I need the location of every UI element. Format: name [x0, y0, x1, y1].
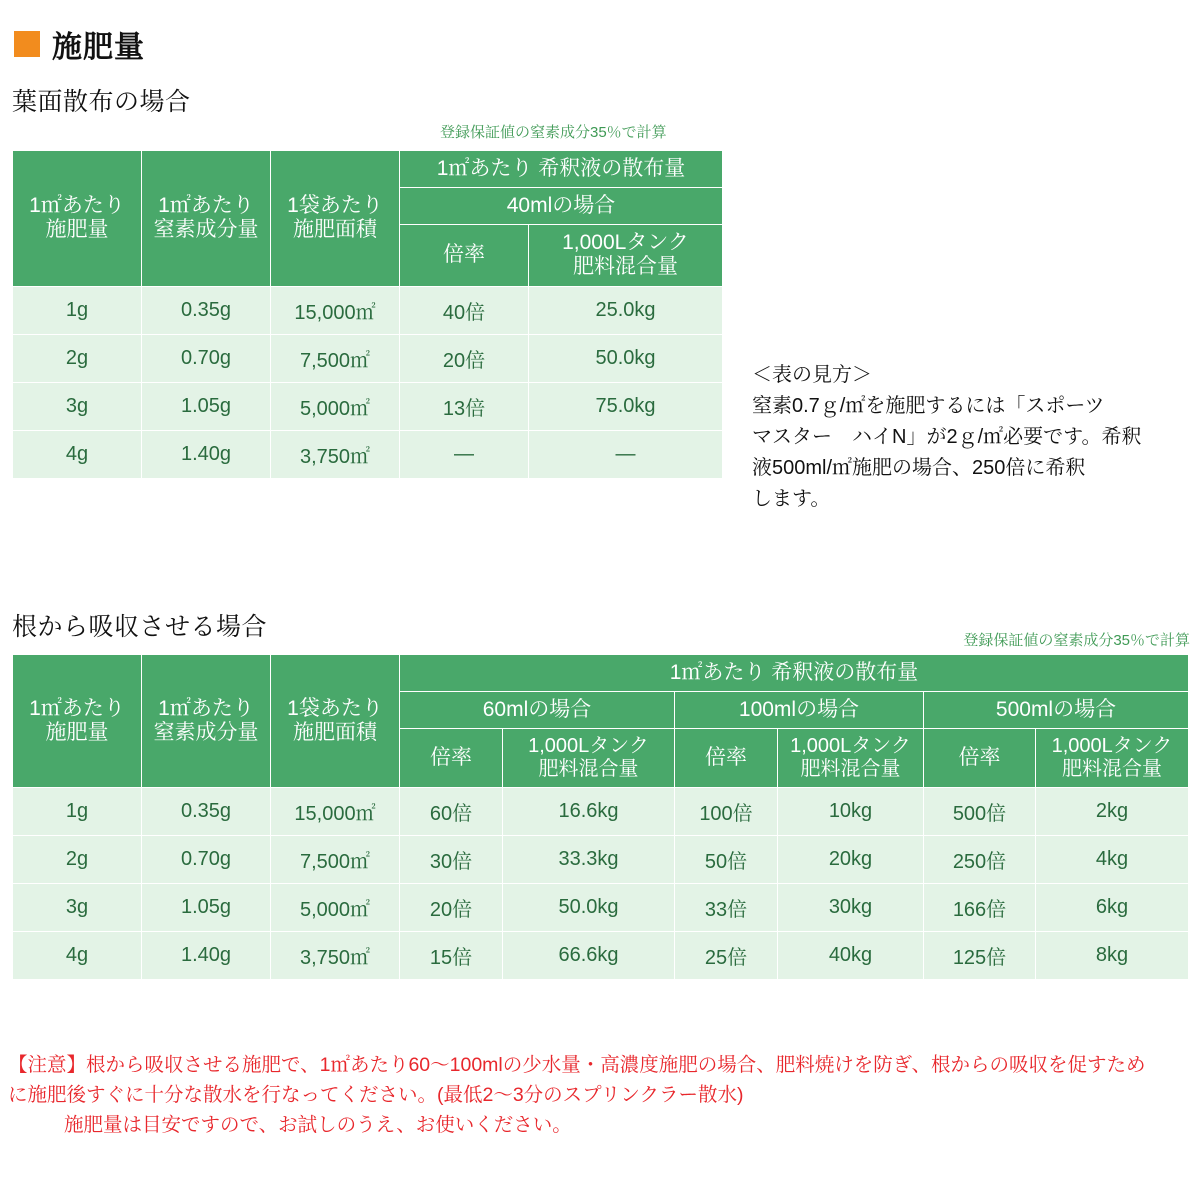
- cell: 25.0kg: [529, 286, 723, 334]
- cell: 250倍: [924, 836, 1036, 884]
- cell: 50.0kg: [529, 334, 723, 382]
- cell: 1g: [13, 286, 142, 334]
- cell: 1.05g: [142, 382, 271, 430]
- header-tank-mix-100: 1,000Lタンク 肥料混合量: [778, 729, 924, 788]
- legend-line: マスター ハイN」が2ｇ/㎡必要です。希釈: [752, 426, 1142, 448]
- header-dose-per-sqm: 1㎡あたり 施肥量: [13, 655, 142, 788]
- table-header-row: [13, 655, 1189, 692]
- section1-table-wrap: [12, 150, 723, 479]
- cell: 33.3kg: [503, 836, 675, 884]
- section2-heading: 根から吸収させる場合: [12, 613, 268, 641]
- cell: 5,000㎡: [271, 382, 400, 430]
- caution-line: に施肥後すぐに十分な散水を行なってください。(最低2〜3分のスプリンクラー散水): [8, 1084, 744, 1107]
- header-60ml-case: 60mlの場合: [400, 692, 675, 729]
- section2-note: 登録保証値の窒素成分35％で計算: [963, 632, 1190, 649]
- cell: 13倍: [400, 382, 529, 430]
- cell: 500倍: [924, 788, 1036, 836]
- cell: 16.6kg: [503, 788, 675, 836]
- header-rate-60: 倍率: [400, 729, 503, 788]
- cell: 40kg: [778, 932, 924, 980]
- legend-line: ＜表の見方＞: [752, 364, 872, 386]
- cell: 5,000㎡: [271, 884, 400, 932]
- caution-note: [8, 1050, 1193, 1141]
- header-rate: 倍率: [400, 225, 529, 286]
- cell: 7,500㎡: [271, 836, 400, 884]
- table-row: [13, 334, 723, 382]
- cell: 10kg: [778, 788, 924, 836]
- cell: 3g: [13, 884, 142, 932]
- cell: —: [400, 430, 529, 478]
- header-dilution-group: 1㎡あたり 希釈液の散布量: [400, 151, 723, 188]
- page-title-text: 施肥量: [52, 31, 145, 64]
- table-row: [13, 286, 723, 334]
- header-tank-mix-500: 1,000Lタンク 肥料混合量: [1036, 729, 1189, 788]
- header-nitrogen-per-sqm: 1㎡あたり 窒素成分量: [142, 151, 271, 287]
- cell: 30kg: [778, 884, 924, 932]
- cell: 0.35g: [142, 286, 271, 334]
- cell: 30倍: [400, 836, 503, 884]
- header-rate-500: 倍率: [924, 729, 1036, 788]
- cell: —: [529, 430, 723, 478]
- legend-line: 窒素0.7ｇ/㎡を施肥するには「スポーツ: [752, 395, 1105, 417]
- cell: 75.0kg: [529, 382, 723, 430]
- cell: 60倍: [400, 788, 503, 836]
- header-100ml-case: 100mlの場合: [675, 692, 924, 729]
- cell: 1.05g: [142, 884, 271, 932]
- cell: 8kg: [1036, 932, 1189, 980]
- table-row: [13, 430, 723, 478]
- cell: 33倍: [675, 884, 778, 932]
- header-rate-100: 倍率: [675, 729, 778, 788]
- cell: 25倍: [675, 932, 778, 980]
- header-dose-per-sqm: 1㎡あたり 施肥量: [13, 151, 142, 287]
- header-500ml-case: 500mlの場合: [924, 692, 1189, 729]
- cell: 7,500㎡: [271, 334, 400, 382]
- page-title: [14, 22, 1200, 66]
- cell: 20kg: [778, 836, 924, 884]
- cell: 0.70g: [142, 334, 271, 382]
- header-40ml-case: 40mlの場合: [400, 188, 723, 225]
- cell: 15倍: [400, 932, 503, 980]
- header-nitrogen-per-sqm: 1㎡あたり 窒素成分量: [142, 655, 271, 788]
- header-area-per-bag: 1袋あたり 施肥面積: [271, 655, 400, 788]
- cell: 20倍: [400, 334, 529, 382]
- cell: 1g: [13, 788, 142, 836]
- table-header-row: [13, 151, 723, 188]
- cell: 6kg: [1036, 884, 1189, 932]
- cell: 15,000㎡: [271, 788, 400, 836]
- cell: 15,000㎡: [271, 286, 400, 334]
- table-row: [13, 382, 723, 430]
- table-row: [13, 836, 1189, 884]
- foliar-application-table: [12, 150, 723, 479]
- table-row: [13, 788, 1189, 836]
- cell: 50.0kg: [503, 884, 675, 932]
- title-marker-icon: [14, 31, 40, 57]
- section1-heading: 葉面散布の場合: [12, 88, 191, 116]
- root-absorption-table: [12, 654, 1189, 980]
- caution-line: 施肥量は目安ですので、お試しのうえ、お使いください。: [64, 1114, 572, 1137]
- cell: 4g: [13, 430, 142, 478]
- cell: 0.70g: [142, 836, 271, 884]
- header-tank-mix-60: 1,000Lタンク 肥料混合量: [503, 729, 675, 788]
- cell: 4kg: [1036, 836, 1189, 884]
- cell: 40倍: [400, 286, 529, 334]
- cell: 1.40g: [142, 430, 271, 478]
- header-dilution-group: 1㎡あたり 希釈液の散布量: [400, 655, 1189, 692]
- table-legend-text: [752, 360, 1192, 515]
- cell: 2g: [13, 836, 142, 884]
- legend-line: 液500ml/㎡施肥の場合、250倍に希釈: [752, 457, 1086, 479]
- document-page: [0, 22, 1200, 1200]
- caution-line: 【注意】根から吸収させる施肥で、1㎡あたり60〜100mlの少水量・高濃度施肥の場合、肥料焼けを防ぎ、根からの吸収を促すため: [8, 1054, 1146, 1076]
- section1-note: 登録保証値の窒素成分35％で計算: [440, 124, 667, 141]
- cell: 125倍: [924, 932, 1036, 980]
- table-row: [13, 884, 1189, 932]
- table-row: [13, 932, 1189, 980]
- cell: 66.6kg: [503, 932, 675, 980]
- cell: 4g: [13, 932, 142, 980]
- cell: 100倍: [675, 788, 778, 836]
- cell: 1.40g: [142, 932, 271, 980]
- section2-table-wrap: [12, 654, 1189, 980]
- legend-line: します。: [752, 488, 831, 510]
- cell: 50倍: [675, 836, 778, 884]
- cell: 2g: [13, 334, 142, 382]
- cell: 20倍: [400, 884, 503, 932]
- cell: 3g: [13, 382, 142, 430]
- cell: 2kg: [1036, 788, 1189, 836]
- cell: 0.35g: [142, 788, 271, 836]
- cell: 3,750㎡: [271, 430, 400, 478]
- cell: 3,750㎡: [271, 932, 400, 980]
- header-area-per-bag: 1袋あたり 施肥面積: [271, 151, 400, 287]
- header-tank-mix: 1,000Lタンク 肥料混合量: [529, 225, 723, 286]
- cell: 166倍: [924, 884, 1036, 932]
